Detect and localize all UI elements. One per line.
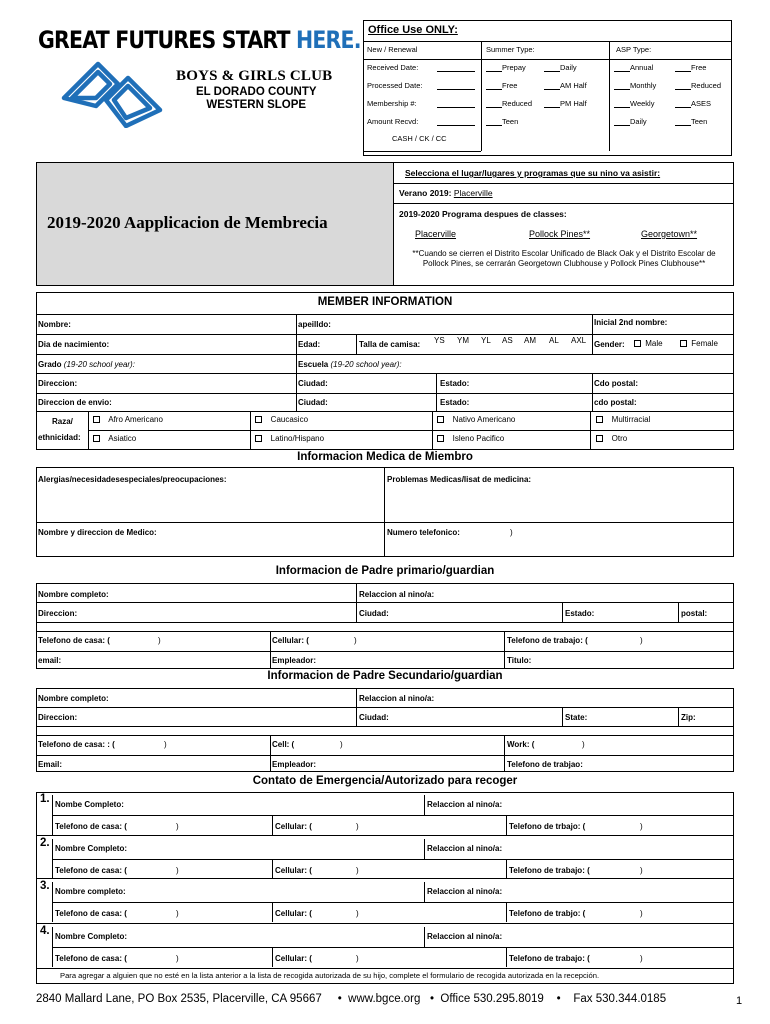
apellido-field[interactable]: apeilldo: (298, 320, 331, 329)
application-title: 2019-2020 Aapplicacion de Membrecia (47, 213, 328, 232)
closure-note: **Cuando se cierren el Distrito Escolar Unificado de Black Oak y el Distrito Escolar de Pollock Pines, se cerrarán Georgetown Clubhouse y Pollock Pines Clubhouse** (412, 249, 716, 268)
race-multirracial: Multirracial (611, 415, 651, 424)
contact-2-telefono-trabajo-field[interactable]: Telefono de trabajo: ( (509, 866, 590, 875)
asp-daily[interactable]: Daily (630, 117, 647, 126)
p2-relacion-field[interactable]: Relaccion al nino/a: (359, 694, 435, 703)
contact-1-trab-paren: ) (640, 822, 643, 831)
p1-ciudad-field[interactable]: Ciudad: (359, 609, 389, 618)
membership-label: Membership #: (367, 99, 417, 108)
parent1-title: Informacion de Padre primario/guardian (275, 565, 495, 577)
size-ys[interactable]: YS (434, 336, 445, 345)
size-yl[interactable]: YL (481, 336, 491, 345)
race-caucasico: Caucasico (270, 415, 309, 424)
county-line2: WESTERN SLOPE (206, 99, 307, 111)
page-number: 1 (736, 995, 743, 1007)
p1-cel-paren: ) (354, 636, 357, 645)
race-otro: Otro (611, 434, 628, 443)
asp-annual[interactable]: Annual (630, 63, 654, 72)
asp-teen[interactable]: Teen (691, 117, 708, 126)
footer-office-phone: Office 530.295.8019 (440, 993, 544, 1005)
contact-2-nombre-field[interactable]: Nombre Completo: (55, 844, 127, 853)
medico-telefono-field[interactable]: Numero telefonico: (387, 528, 460, 537)
p1-email-field[interactable]: email: (38, 656, 62, 665)
p1-titulo-field[interactable]: Titulo: (507, 656, 532, 665)
application-title-panel (37, 163, 394, 285)
amount-recvd-label: Amount Recvd: (367, 117, 419, 126)
direccion-envio-field[interactable]: Direccion de envio: (38, 398, 112, 407)
p2-work-field[interactable]: Work: ( (507, 740, 535, 749)
county-line1: EL DORADO COUNTY (196, 86, 317, 98)
male-label: Male (645, 339, 663, 348)
size-as[interactable]: AS (502, 336, 513, 345)
race-isleno-pacifico: Isleno Pacifico (452, 434, 505, 443)
contact-3-trab-paren: ) (640, 909, 643, 918)
p1-nombre-field[interactable]: Nombre completo: (38, 590, 109, 599)
payment-method: CASH / CK / CC (392, 134, 447, 143)
p2-empleador-field[interactable]: Empleador: (272, 760, 317, 769)
contact-3-celular-field[interactable]: Cellular: ( (275, 909, 312, 918)
race-checkbox-nativo[interactable] (437, 416, 444, 423)
footer (36, 993, 666, 1005)
direccion-field[interactable]: Direccion: (38, 379, 78, 388)
ciudad-field[interactable]: Ciudad: (298, 379, 328, 388)
raza-label: Raza/ (52, 417, 73, 426)
slogan-text: GREAT FUTURES START (38, 26, 296, 54)
summer-prepay[interactable]: Prepay (502, 63, 526, 72)
footer-bullet: • (556, 993, 561, 1005)
race-checkbox-otro[interactable] (596, 435, 603, 442)
grado-label: Grado (38, 360, 62, 369)
medico-telefono-paren: ) (510, 528, 513, 537)
race-afro-americano: Afro Americano (108, 415, 163, 424)
p2-direccion-field[interactable]: Direccion: (38, 713, 78, 722)
female-label: Female (691, 339, 718, 348)
cdo-postal-envio-field[interactable]: cdo postal: (594, 398, 637, 407)
contact-4-telefono-casa-field[interactable]: Telefono de casa: ( (55, 954, 127, 963)
ethnicidad-label: ethnicidad: (38, 433, 81, 442)
race-checkbox-isleno[interactable] (437, 435, 444, 442)
contact-2-trab-paren: ) (640, 866, 643, 875)
race-checkbox-caucasico[interactable] (255, 416, 262, 423)
edad-field[interactable]: Edad: (298, 340, 321, 349)
summer-free[interactable]: Free (502, 81, 518, 90)
footer-fax: Fax 530.344.0185 (573, 993, 667, 1005)
p1-postal-field[interactable]: postal: (681, 609, 708, 618)
contact-4-nombre-field[interactable]: Nombre Completo: (55, 932, 127, 941)
p1-relacion-field[interactable]: Relaccion al nino/a: (359, 590, 435, 599)
p2-casa-paren: ) (164, 740, 167, 749)
contact-2-telefono-casa-field[interactable]: Telefono de casa: ( (55, 866, 127, 875)
contact-1-telefono-trabajo-field[interactable]: Telefono de trbajo: ( (509, 822, 586, 831)
office-use-title: Office Use ONLY: (368, 24, 458, 36)
p1-telefono-trabajo-field[interactable]: Telefono de trabajo: ( (507, 636, 588, 645)
contact-4-trab-paren: ) (640, 954, 643, 963)
size-axl[interactable]: AXL (571, 336, 587, 345)
talla-label: Talla de camisa: (359, 340, 421, 349)
contact-1-cel-paren: ) (356, 822, 359, 831)
alergias-field[interactable]: Alergias/necesidadesespeciales/preocupaciones: (38, 475, 227, 484)
contact-2-relacion-field[interactable]: Relaccion al nino/a: (427, 844, 503, 853)
p2-cell-field[interactable]: Cell: ( (272, 740, 295, 749)
contact-2-cel-paren: ) (356, 866, 359, 875)
size-ym[interactable]: YM (457, 336, 469, 345)
asp-monthly[interactable]: Monthly (630, 81, 657, 90)
p1-direccion-field[interactable]: Direccion: (38, 609, 78, 618)
contact-3-cel-paren: ) (356, 909, 359, 918)
contact-2-casa-paren: ) (176, 866, 179, 875)
contact-1-casa-paren: ) (176, 822, 179, 831)
received-date-label: Received Date: (367, 63, 419, 72)
medical-info-title: Informacion Medica de Miembro (297, 451, 473, 463)
contact-2-number: 2. (40, 837, 50, 849)
p2-telefono-trabajo-field[interactable]: Telefono de trabjao: (507, 760, 583, 769)
nombre-field[interactable]: Nombre: (38, 320, 71, 329)
escuela-label: Escuela (298, 360, 329, 369)
p1-casa-paren: ) (158, 636, 161, 645)
asp-type-title: ASP Type: (616, 45, 652, 54)
site-pollock-pines-option[interactable]: Pollock Pines** (529, 229, 591, 239)
p2-state-field[interactable]: State: (565, 713, 588, 722)
asp-reduced[interactable]: Reduced (691, 81, 722, 90)
boys-girls-club-logo (58, 56, 166, 128)
p2-telefono-casa-field[interactable]: Telefono de casa: : ( (38, 740, 115, 749)
contact-1-celular-field[interactable]: Cellular: ( (275, 822, 312, 831)
medico-field[interactable]: Nombre y direccion de Medico: (38, 528, 157, 537)
processed-date-label: Processed Date: (367, 81, 423, 90)
emergency-title: Contato de Emergencia/Autorizado para recoger (252, 775, 518, 787)
p1-telefono-casa-field[interactable]: Telefono de casa: ( (38, 636, 110, 645)
race-checkbox-multirracial[interactable] (596, 416, 603, 423)
summer-reduced[interactable]: Reduced (502, 99, 533, 108)
summer-am-half[interactable]: AM Half (560, 81, 587, 90)
contact-4-celular-field[interactable]: Cellular: ( (275, 954, 312, 963)
processed-date-field[interactable] (437, 82, 475, 90)
inicial-field[interactable]: Inicial 2nd nombre: (594, 318, 668, 327)
member-info-title: MEMBER INFORMATION (317, 296, 453, 308)
contact-1-telefono-casa-field[interactable]: Telefono de casa: ( (55, 822, 127, 831)
size-am[interactable]: AM (524, 336, 536, 345)
site-placerville-option[interactable]: Placerville (415, 229, 457, 239)
ciudad-envio-field[interactable]: Ciudad: (298, 398, 328, 407)
pickup-note: Para agregar a alguien que no esté en la lista anterior a la lista de recogida autorizada de su hijo, complete el formulario de recogida autorizada en la recepción. (60, 971, 600, 980)
contact-3-telefono-trabajo-field[interactable]: Telefono de trabjo: ( (509, 909, 586, 918)
estado-envio-field[interactable]: Estado: (440, 398, 470, 407)
p1-trab-paren: ) (640, 636, 643, 645)
select-programs-instruction: Selecciona el lugar/lugares y programas que su nino va asistir: (405, 168, 661, 178)
p2-nombre-field[interactable]: Nombre completo: (38, 694, 109, 703)
contact-1-relacion-field[interactable]: Relaccion al nino/a: (427, 800, 503, 809)
p2-ciudad-field[interactable]: Ciudad: (359, 713, 389, 722)
afterschool-program-label: 2019-2020 Programa despues de classes: (399, 209, 567, 219)
p1-empleador-field[interactable]: Empleador: (272, 656, 317, 665)
contact-3-casa-paren: ) (176, 909, 179, 918)
contact-3-number: 3. (40, 880, 50, 892)
asp-weekly[interactable]: Weekly (630, 99, 655, 108)
p1-celular-field[interactable]: Cellular: ( (272, 636, 309, 645)
site-georgetown-option[interactable]: Georgetown** (641, 229, 698, 239)
slogan-here: HERE. (296, 26, 361, 54)
new-renewal-label: New / Renewal (367, 45, 418, 54)
p1-estado-field[interactable]: Estado: (565, 609, 595, 618)
emergency-table (36, 792, 734, 984)
p2-cell-paren: ) (340, 740, 343, 749)
summer-type-title: Summer Type: (486, 45, 535, 54)
office-use-box (363, 20, 732, 156)
slogan (38, 26, 361, 54)
footer-bullet: • (430, 993, 435, 1005)
contact-4-casa-paren: ) (176, 954, 179, 963)
race-checkbox-latino[interactable] (255, 435, 262, 442)
summer-daily[interactable]: Daily (560, 63, 577, 72)
summer-teen[interactable]: Teen (502, 117, 519, 126)
p2-email-field[interactable]: Email: (38, 760, 63, 769)
footer-website[interactable]: www.bgce.org (348, 993, 421, 1005)
contact-4-number: 4. (40, 925, 50, 937)
grado-note: (19-20 school year): (63, 360, 135, 369)
contact-4-telefono-trabajo-field[interactable]: Telefono de trabajo: ( (509, 954, 590, 963)
gender-label: Gender: (594, 340, 625, 349)
club-name: BOYS & GIRLS CLUB (176, 68, 333, 84)
race-nativo-americano: Nativo Americano (452, 415, 516, 424)
footer-address: 2840 Mallard Lane, PO Box 2535, Placerville, CA 95667 (36, 993, 322, 1005)
verano-label: Verano 2019: (399, 188, 452, 198)
contact-3-nombre-field[interactable]: Nombre completo: (55, 887, 126, 896)
race-asiatico: Asiatico (108, 434, 137, 443)
dob-field[interactable]: Dia de nacimiento: (38, 340, 110, 349)
contact-4-cel-paren: ) (356, 954, 359, 963)
membership-field[interactable] (437, 100, 475, 108)
problemas-medicas-field[interactable]: Problemas Medicas/lisat de medicina: (387, 475, 532, 484)
contact-3-telefono-casa-field[interactable]: Telefono de casa: ( (55, 909, 127, 918)
male-checkbox[interactable] (634, 340, 641, 347)
contact-2-celular-field[interactable]: Cellular: ( (275, 866, 312, 875)
contact-4-relacion-field[interactable]: Relaccion al nino/a: (427, 932, 503, 941)
estado-field[interactable]: Estado: (440, 379, 470, 388)
escuela-note: (19-20 school year): (330, 360, 402, 369)
p2-zip-field[interactable]: Zip: (681, 713, 696, 722)
parent2-title: Informacion de Padre Secundario/guardian (267, 670, 503, 682)
summer-pm-half[interactable]: PM Half (560, 99, 587, 108)
female-checkbox[interactable] (680, 340, 687, 347)
size-al[interactable]: AL (549, 336, 559, 345)
race-checkbox-afro[interactable] (93, 416, 100, 423)
race-latino-hispano: Latino/Hispano (270, 434, 325, 443)
footer-bullet: • (337, 993, 342, 1005)
application-box (36, 162, 734, 286)
contact-1-number: 1. (40, 793, 50, 805)
verano-placerville-option[interactable]: Placerville (453, 188, 493, 198)
cdo-postal-field[interactable]: Cdo postal: (594, 379, 638, 388)
amount-recvd-field[interactable] (437, 118, 475, 126)
member-information-table (36, 292, 734, 450)
contact-3-relacion-field[interactable]: Relaccion al nino/a: (427, 887, 503, 896)
received-date-field[interactable] (437, 64, 475, 72)
asp-free[interactable]: Free (691, 63, 707, 72)
asp-ases[interactable]: ASES (691, 99, 712, 108)
county-name (196, 86, 317, 112)
race-checkbox-asiatico[interactable] (93, 435, 100, 442)
p2-work-paren: ) (582, 740, 585, 749)
contact-1-nombre-field[interactable]: Nombe Completo: (55, 800, 124, 809)
